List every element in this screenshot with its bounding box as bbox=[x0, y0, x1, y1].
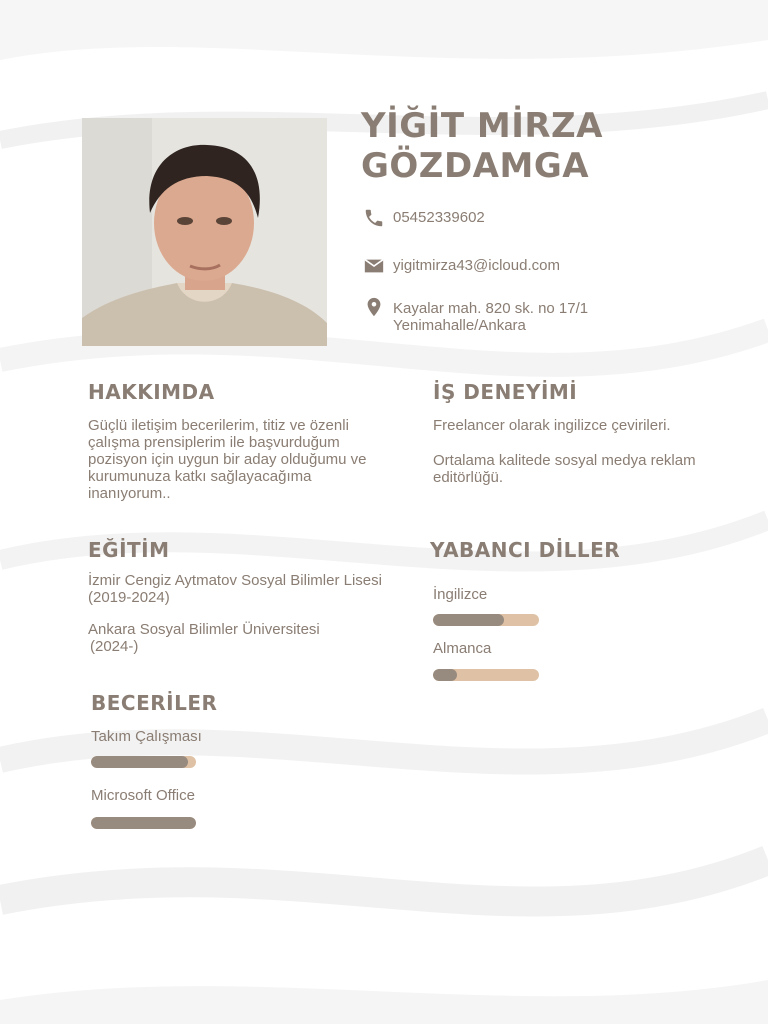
language-level-fill bbox=[433, 614, 504, 626]
education-school-2 bbox=[88, 621, 418, 655]
name-line-2: GÖZDAMGA bbox=[361, 146, 590, 186]
skill-level-bar bbox=[91, 817, 196, 829]
experience-heading: İŞ DENEYİMİ bbox=[433, 380, 578, 404]
language-level-fill bbox=[433, 669, 457, 681]
school-years: (2024-) bbox=[90, 638, 139, 655]
envelope-icon bbox=[363, 255, 385, 277]
language-label: Almanca bbox=[433, 640, 492, 657]
map-pin-icon bbox=[363, 296, 385, 318]
education-heading: EĞİTİM bbox=[88, 538, 170, 562]
person-name bbox=[361, 106, 741, 186]
about-line: pozisyon için uygun bir aday olduğumu ve bbox=[88, 451, 367, 468]
profile-photo bbox=[82, 118, 327, 346]
school-name: Ankara Sosyal Bilimler Üniversitesi bbox=[88, 621, 320, 638]
experience-item-2 bbox=[433, 452, 753, 486]
about-line: inanıyorum.. bbox=[88, 485, 171, 502]
experience-item-1: Freelancer olarak ingilizce çevirileri. bbox=[433, 417, 671, 434]
skill-level-fill bbox=[91, 756, 188, 768]
school-years: (2019-2024) bbox=[88, 589, 170, 606]
email-address: yigitmirza43@icloud.com bbox=[393, 257, 560, 274]
address-line-2: Yenimahalle/Ankara bbox=[393, 317, 526, 334]
skills-heading: BECERİLER bbox=[91, 691, 218, 715]
language-level-bar bbox=[433, 669, 539, 681]
languages-heading: YABANCI DİLLER bbox=[430, 538, 621, 562]
experience-line: Ortalama kalitede sosyal medya reklam bbox=[433, 452, 696, 469]
skill-label: Takım Çalışması bbox=[91, 728, 202, 745]
about-line: çalışma prensiplerim ile başvurduğum bbox=[88, 434, 340, 451]
education-school-1 bbox=[88, 572, 418, 606]
phone-number: 05452339602 bbox=[393, 209, 485, 226]
skill-level-bar bbox=[91, 756, 196, 768]
language-level-bar bbox=[433, 614, 539, 626]
name-line-1: YİĞİT MİRZA bbox=[361, 106, 603, 146]
skill-level-fill bbox=[91, 817, 196, 829]
about-line: Güçlü iletişim becerilerim, titiz ve özenli bbox=[88, 417, 349, 434]
skill-label: Microsoft Office bbox=[91, 787, 195, 804]
address-line-1: Kayalar mah. 820 sk. no 17/1 bbox=[393, 300, 589, 317]
about-heading: HAKKIMDA bbox=[88, 380, 215, 404]
language-label: İngilizce bbox=[433, 586, 488, 603]
phone-icon bbox=[363, 207, 385, 229]
experience-line: editörlüğü. bbox=[433, 469, 504, 486]
about-text bbox=[88, 417, 408, 502]
school-name: İzmir Cengiz Aytmatov Sosyal Bilimler Lisesi bbox=[88, 572, 382, 589]
about-line: kurumunuza katkı sağlayacağıma bbox=[88, 468, 312, 485]
